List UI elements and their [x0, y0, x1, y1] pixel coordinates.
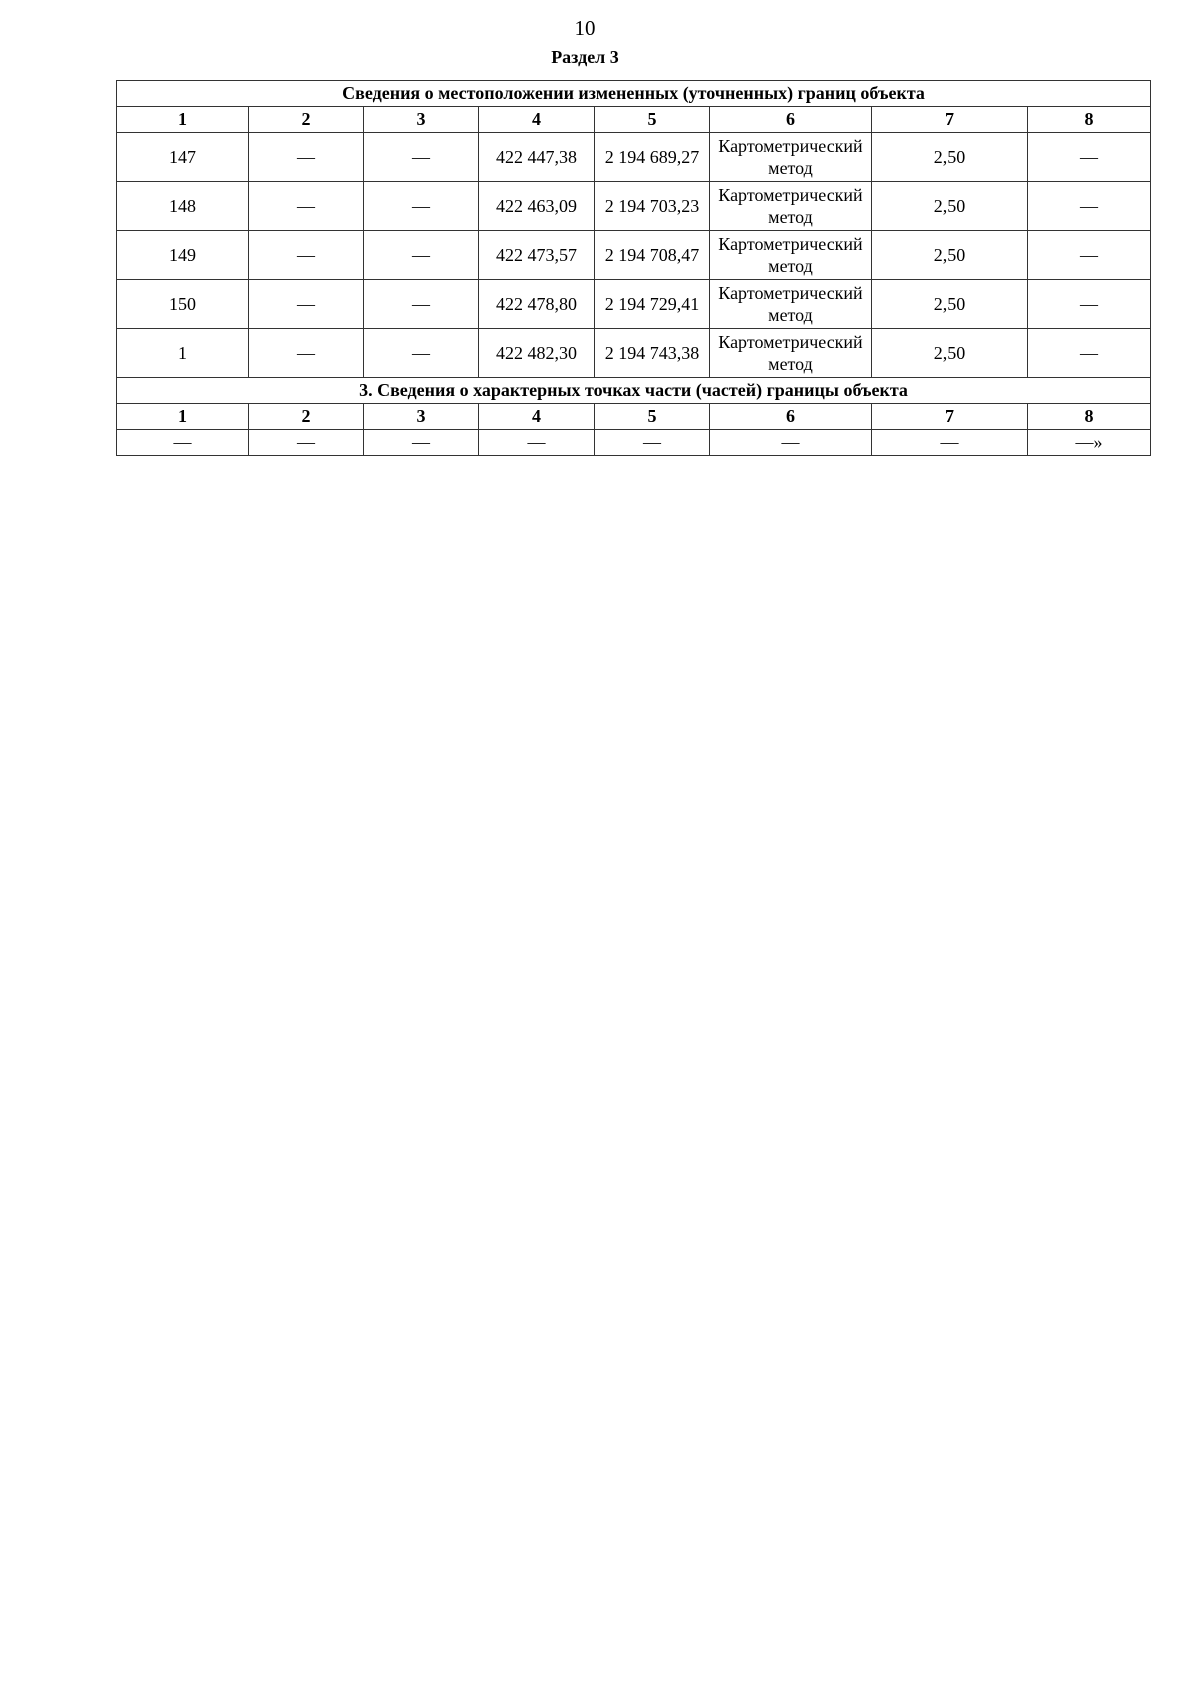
boundary-points-table — [116, 80, 1151, 456]
column-number: 4 — [479, 404, 595, 430]
accuracy-cell: 2,50 — [872, 182, 1028, 231]
table-title-row — [117, 81, 1151, 107]
empty-value-cell: — — [1028, 329, 1151, 378]
empty-value-cell: — — [249, 280, 364, 329]
y-coordinate-cell: 2 194 689,27 — [595, 133, 710, 182]
y-coordinate-cell: 2 194 703,23 — [595, 182, 710, 231]
accuracy-cell: 2,50 — [872, 231, 1028, 280]
empty-value-cell: — — [249, 231, 364, 280]
column-number: 8 — [1028, 107, 1151, 133]
empty-value-cell: — — [249, 430, 364, 456]
column-number-row — [117, 107, 1151, 133]
column-number: 2 — [249, 107, 364, 133]
point-number-cell: 149 — [117, 231, 249, 280]
column-number: 1 — [117, 107, 249, 133]
table-row — [117, 329, 1151, 378]
column-number: 5 — [595, 107, 710, 133]
table-row — [117, 280, 1151, 329]
accuracy-cell: 2,50 — [872, 280, 1028, 329]
method-cell: Картометрический метод — [710, 280, 872, 329]
table-row — [117, 182, 1151, 231]
accuracy-cell: 2,50 — [872, 133, 1028, 182]
empty-value-cell: — — [249, 329, 364, 378]
subsection-title-row — [117, 378, 1151, 404]
method-cell: Картометрический метод — [710, 231, 872, 280]
column-number: 7 — [872, 404, 1028, 430]
empty-value-cell: — — [364, 329, 479, 378]
column-number: 8 — [1028, 404, 1151, 430]
column-number: 4 — [479, 107, 595, 133]
empty-value-cell: — — [364, 182, 479, 231]
point-number-cell: 147 — [117, 133, 249, 182]
x-coordinate-cell: 422 478,80 — [479, 280, 595, 329]
column-number: 6 — [710, 404, 872, 430]
table-row — [117, 133, 1151, 182]
column-number: 5 — [595, 404, 710, 430]
table-body — [117, 81, 1151, 456]
empty-value-cell: —» — [1028, 430, 1151, 456]
method-cell: Картометрический метод — [710, 329, 872, 378]
y-coordinate-cell: 2 194 708,47 — [595, 231, 710, 280]
empty-value-cell: — — [479, 430, 595, 456]
empty-value-cell: — — [364, 133, 479, 182]
x-coordinate-cell: 422 463,09 — [479, 182, 595, 231]
empty-value-cell: — — [1028, 280, 1151, 329]
empty-value-cell: — — [1028, 182, 1151, 231]
empty-value-cell: — — [364, 430, 479, 456]
table-row — [117, 430, 1151, 456]
column-number: 2 — [249, 404, 364, 430]
y-coordinate-cell: 2 194 729,41 — [595, 280, 710, 329]
point-number-cell: 150 — [117, 280, 249, 329]
empty-value-cell: — — [1028, 231, 1151, 280]
empty-value-cell: — — [710, 430, 872, 456]
method-cell: Картометрический метод — [710, 133, 872, 182]
empty-value-cell: — — [364, 231, 479, 280]
y-coordinate-cell: 2 194 743,38 — [595, 329, 710, 378]
x-coordinate-cell: 422 447,38 — [479, 133, 595, 182]
column-number: 3 — [364, 107, 479, 133]
column-number: 6 — [710, 107, 872, 133]
section-title: Раздел 3 — [551, 47, 619, 67]
empty-value-cell: — — [595, 430, 710, 456]
accuracy-cell: 2,50 — [872, 329, 1028, 378]
empty-value-cell: — — [249, 133, 364, 182]
table-row — [117, 231, 1151, 280]
point-number-cell: 148 — [117, 182, 249, 231]
empty-value-cell: — — [249, 182, 364, 231]
subsection-column-number-row — [117, 404, 1151, 430]
page-number: 10 — [574, 16, 596, 40]
subsection-title: 3. Сведения о характерных точках части (частей) границы объекта — [117, 378, 1151, 404]
method-cell: Картометрический метод — [710, 182, 872, 231]
empty-value-cell: — — [117, 430, 249, 456]
empty-value-cell: — — [1028, 133, 1151, 182]
x-coordinate-cell: 422 482,30 — [479, 329, 595, 378]
empty-value-cell: — — [872, 430, 1028, 456]
empty-value-cell: — — [364, 280, 479, 329]
column-number: 1 — [117, 404, 249, 430]
point-number-cell: 1 — [117, 329, 249, 378]
x-coordinate-cell: 422 473,57 — [479, 231, 595, 280]
column-number: 7 — [872, 107, 1028, 133]
table-title: Сведения о местоположении измененных (уточненных) границ объекта — [117, 81, 1151, 107]
column-number: 3 — [364, 404, 479, 430]
